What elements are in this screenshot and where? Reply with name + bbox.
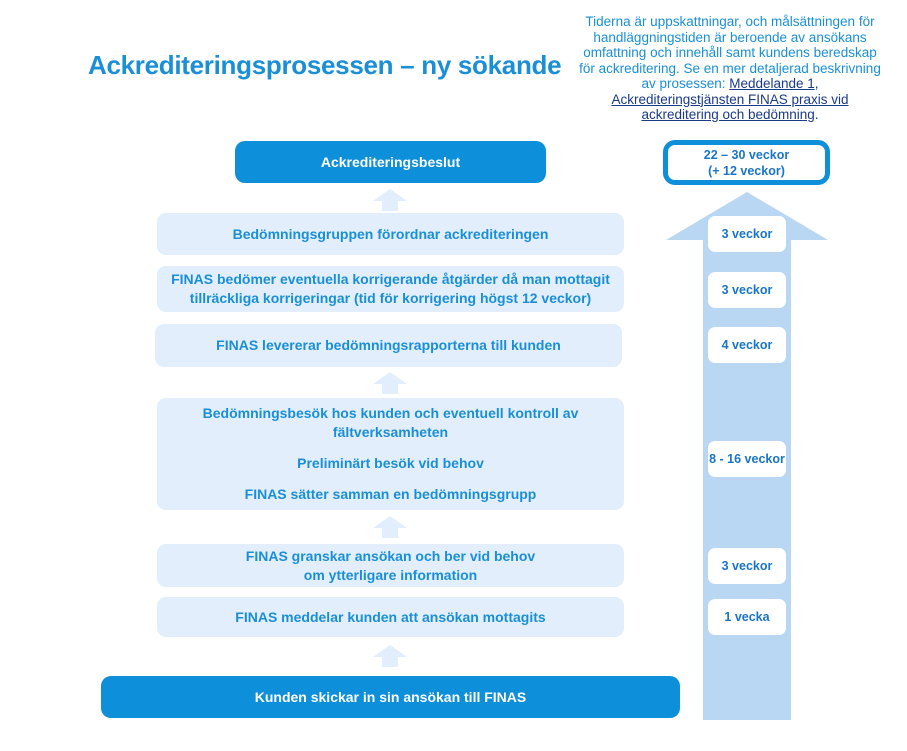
- duration-corrective: 3 veckor: [708, 272, 786, 308]
- step-submit-application: [101, 676, 680, 718]
- step-group-proposes: [157, 213, 624, 255]
- note-end: .: [814, 107, 819, 122]
- step-submit-application-label: Kunden skickar in sin ansökan till FINAS: [254, 688, 527, 705]
- step-assessment-visit: [157, 398, 624, 510]
- note-link-part3[interactable]: ackreditering och bedömning: [641, 107, 815, 122]
- step-deliver-reports: [155, 324, 622, 367]
- duration-review: 3 veckor: [708, 548, 786, 584]
- note-link-part2[interactable]: Ackrediteringstjänsten FINAS praxis vid: [611, 91, 849, 107]
- step-group-proposes-label: Bedömningsgruppen förordnar ackrediteringen: [232, 225, 549, 242]
- total-duration-line1: 22 – 30 veckor: [703, 147, 790, 162]
- step-accreditation-decision: [235, 141, 546, 183]
- step-visit-line2: fältverksamheten: [332, 424, 449, 440]
- step-application-received-label: FINAS meddelar kunden att ansökan mottagits: [235, 608, 546, 625]
- flow-arrow-up-icon: [373, 645, 407, 667]
- total-duration-line2: (+ 12 veckor): [708, 163, 785, 178]
- flow-arrow-up-icon: [373, 372, 407, 394]
- step-deliver-reports-label: FINAS levererar bedömningsrapporterna till kunden: [216, 337, 561, 353]
- step-corrective-line1: FINAS bedömer eventuella korrigerande åtgärder då man mottagit: [171, 271, 610, 287]
- note-text: Tiderna är uppskattningar, och målsättningen för handläggningstiden är beroende av ansökans omfattning och innehåll samt kundens beredskap för ackreditering. Se en mer detaljerad beskrivning av prosessen:: [579, 14, 881, 91]
- step-application-received: [157, 597, 624, 637]
- flow-arrow-up-icon: [373, 516, 407, 538]
- step-visit-line1: Bedömningsbesök hos kunden och eventuell kontroll av: [202, 405, 579, 421]
- duration-propose: 3 veckor: [708, 216, 786, 252]
- step-corrective-line2: tillräckliga korrigeringar (tid för korrigering högst 12 veckor): [189, 290, 592, 306]
- step-corrective-actions: [157, 266, 624, 312]
- step-review-application: [157, 544, 624, 587]
- flow-arrow-up-icon: [373, 189, 407, 211]
- step-accreditation-decision-label: Ackrediteringsbeslut: [320, 153, 461, 170]
- duration-reports: 4 veckor: [708, 327, 786, 363]
- timing-note: [574, 14, 886, 123]
- step-preliminary-visit: Preliminärt besök vid behov: [297, 455, 484, 471]
- note-link-part1[interactable]: Meddelande 1,: [729, 76, 819, 91]
- step-review-line1: FINAS granskar ansökan och ber vid behov: [245, 547, 536, 564]
- duration-visit: 8 - 16 veckor: [708, 441, 786, 477]
- total-duration-box: [663, 140, 830, 185]
- step-assemble-group: FINAS sätter samman en bedömningsgrupp: [244, 486, 537, 502]
- step-review-line2: om ytterligare information: [303, 566, 478, 583]
- duration-received: 1 vecka: [708, 599, 786, 635]
- page-title: Ackrediteringsprosessen – ny sökande: [88, 50, 562, 80]
